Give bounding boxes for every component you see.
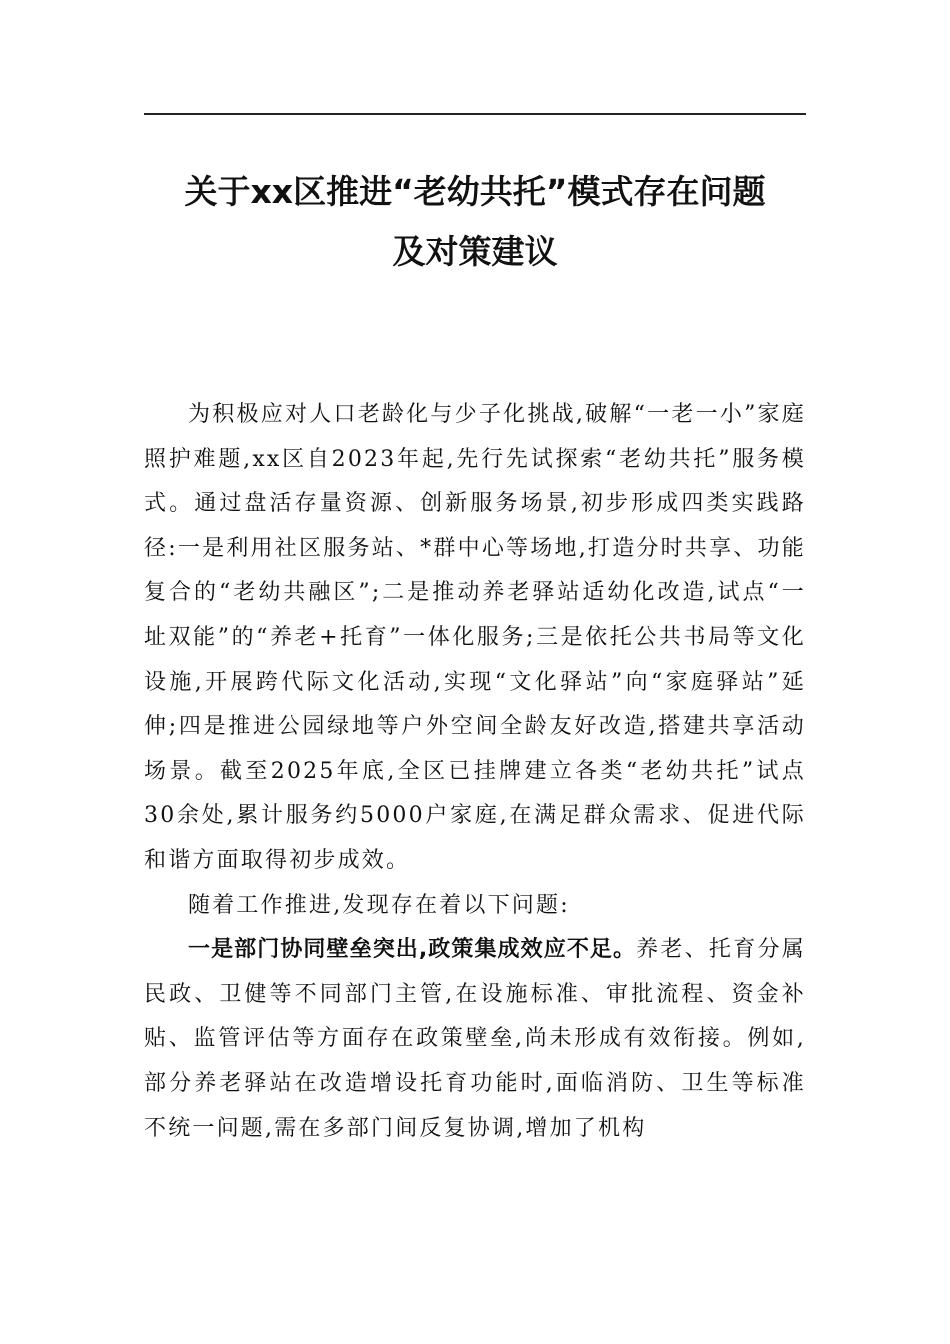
- document-title: [120, 162, 830, 282]
- paragraph-problems-intro: 随着工作推进,发现存在着以下问题:: [188, 892, 570, 918]
- problem-1-heading: 一是部门协同壁垒突出,政策集成效应不足。: [188, 937, 637, 963]
- paragraph-intro: 为积极应对人口老龄化与少子化挑战,破解“一老一小”家庭照护难题,xx区自2023年起,先行先试探索“老幼共托”服务模式。通过盘活存量资源、创新服务场景,初步形成四类实践路径:一是利用社区服务站、*群中心等场地,打造分时共享、功能复合的“老幼共融区”;二是推动养老驿站适幼化改造,试点“一址双能”的“养老+托育”一体化服务;三是依托公共书局等文化设施,开展跨代际文化活动,实现“文化驿站”向“家庭驿站”延伸;四是推进公园绿地等户外空间全龄友好改造,搭建共享活动场景。截至2025年底,全区已挂牌建立各类“老幼共托”试点30余处,累计服务约5000户家庭,在满足群众需求、促进代际和谐方面取得初步成效。: [144, 402, 806, 873]
- problem-1-text: 养老、托育分属民政、卫健等不同部门主管,在设施标准、审批流程、资金补贴、监管评估等方面存在政策壁垒,尚未形成有效衔接。例如,部分养老驿站在改造增设托育功能时,面临消防、卫生等标准不统一问题,需在多部门间反复协调,增加了机构: [144, 937, 806, 1141]
- title-line-1: 关于xx区推进“老幼共托”模式存在问题: [184, 172, 766, 211]
- document-body: [144, 393, 806, 1151]
- title-line-2: 及对策建议: [392, 232, 558, 271]
- header-rule: [144, 113, 806, 115]
- paragraph-problem-1: [144, 928, 806, 1151]
